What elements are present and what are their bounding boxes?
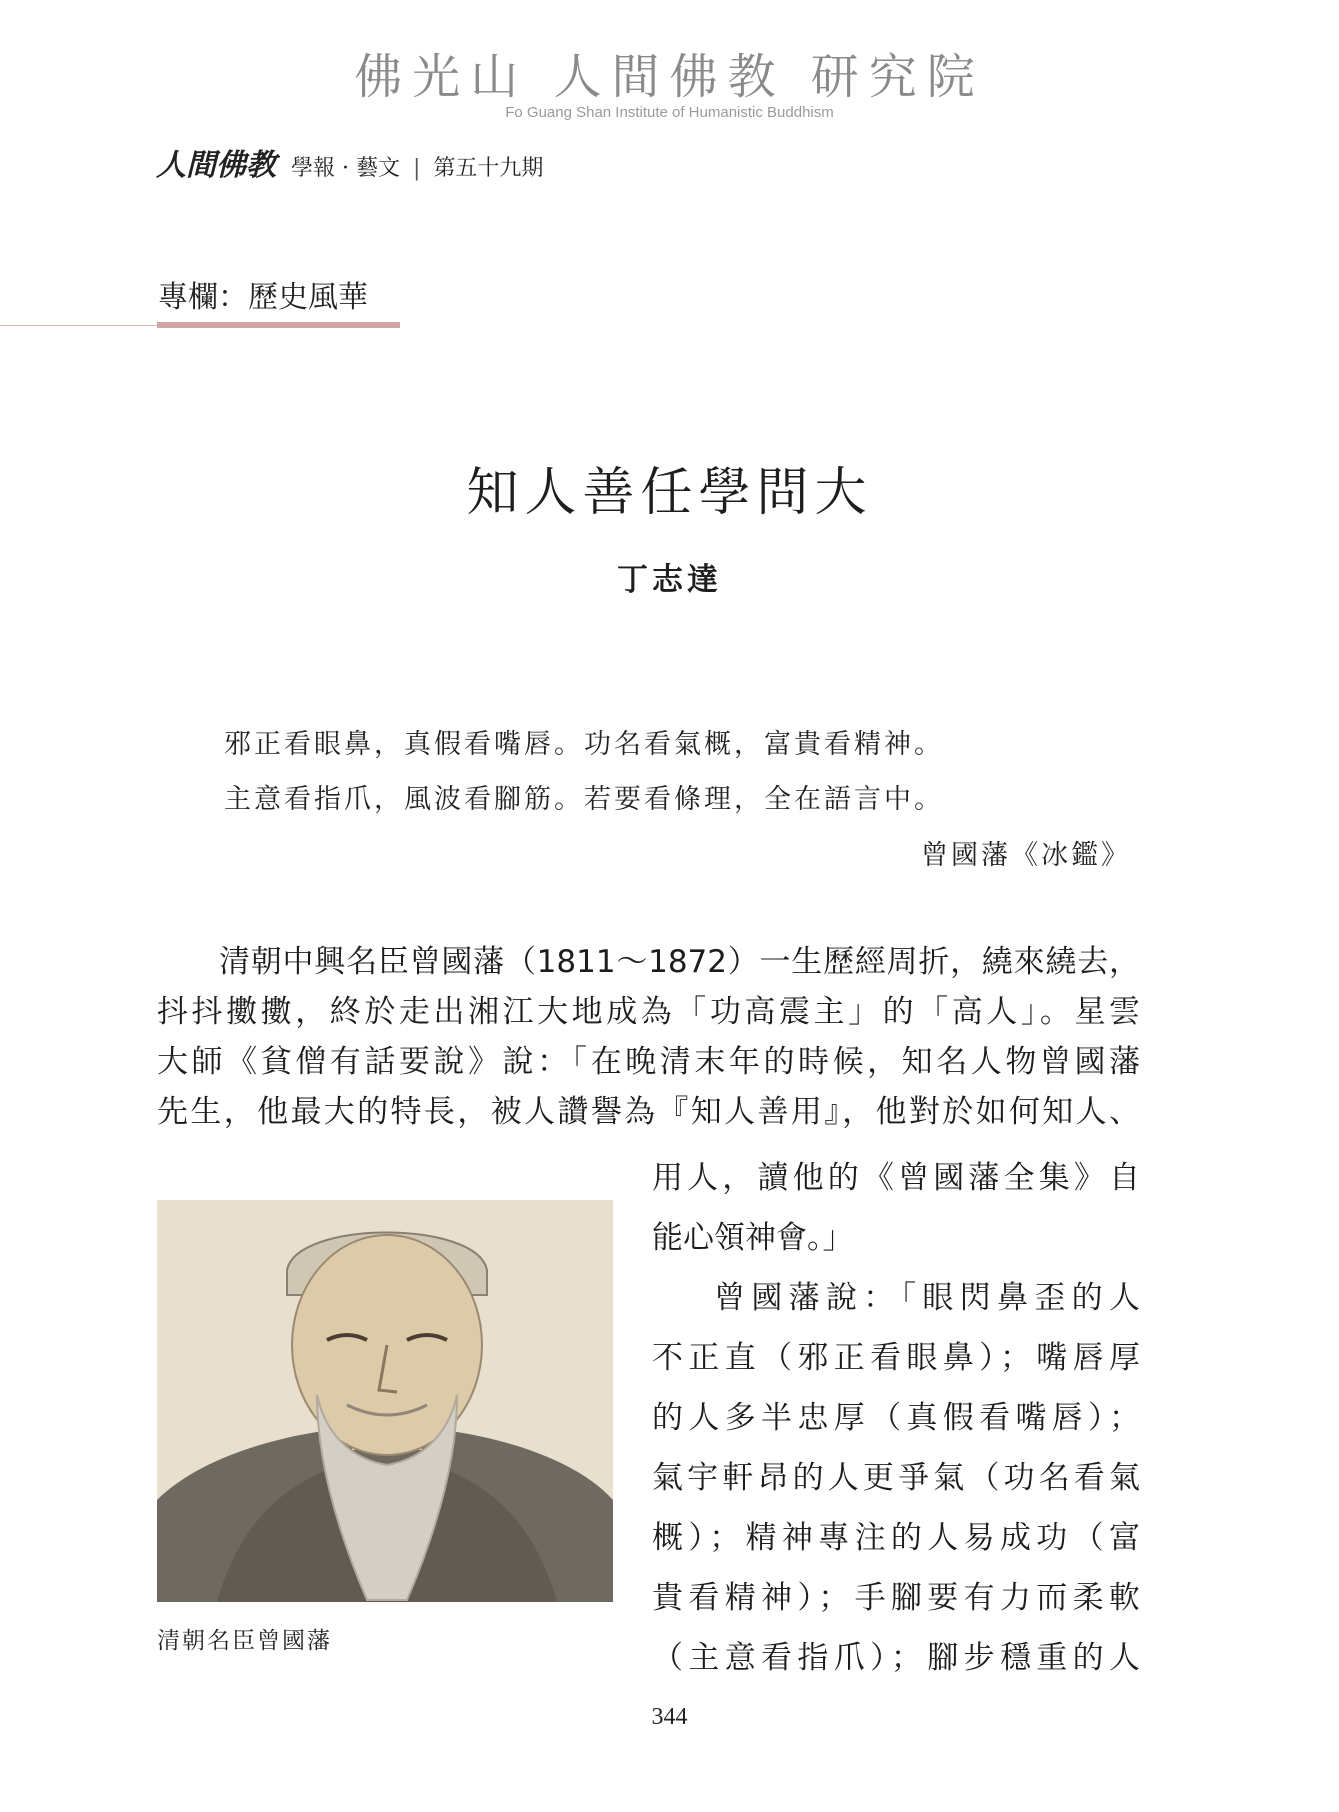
body-line: 大師《貧僧有話要說》說：「在晚清末年的時候，知名人物曾國藩 — [157, 1044, 1140, 1080]
body-line: 用人，讀他的《曾國藩全集》自 — [652, 1160, 1140, 1196]
epigraph-line: 邪正看眼鼻，真假看嘴唇。功名看氣概，富貴看精神。 — [224, 729, 944, 760]
body-line: （主意看指爪）；腳步穩重的人 — [652, 1640, 1140, 1676]
body-line: 氣宇軒昂的人更爭氣（功名看氣 — [652, 1460, 1140, 1496]
column-underline — [157, 322, 400, 328]
body-line: 清朝中興名臣曾國藩（1811～1872）一生歷經周折，繞來繞去， — [219, 944, 1140, 980]
page-number: 344 — [651, 1704, 688, 1730]
article-title: 知人善任學問大 — [466, 463, 873, 523]
column-label: 專欄：歷史風華 — [158, 280, 368, 315]
epigraph-source: 曾國藩《冰鑑》 — [921, 840, 1131, 871]
body-line: 能心領神會。」 — [652, 1220, 854, 1256]
journal-section: 學報 · 藝文 — [291, 156, 400, 181]
body-line: 不正直（邪正看眼鼻）；嘴唇厚 — [652, 1340, 1140, 1376]
body-line: 概）；精神專注的人易成功（富 — [652, 1520, 1140, 1556]
figure-caption: 清朝名臣曾國藩 — [157, 1628, 332, 1654]
epigraph-line: 主意看指爪，風波看腳筋。若要看條理，全在語言中。 — [224, 784, 944, 815]
body-line: 的人多半忠厚（真假看嘴唇）； — [652, 1400, 1140, 1436]
journal-logo: 人間佛教 — [156, 148, 276, 183]
body-line: 先生，他最大的特長，被人讚譽為『知人善用』，他對於如何知人、 — [157, 1094, 1140, 1130]
portrait-image — [157, 1200, 613, 1602]
journal-header — [156, 140, 543, 184]
institute-name: 佛光山 人間佛教 研究院 — [354, 49, 985, 105]
journal-issue: 第五十九期 — [433, 156, 544, 181]
body-line: 曾國藩說：「眼閃鼻歪的人 — [714, 1280, 1140, 1316]
body-line: 抖抖擻擻，終於走出湘江大地成為「功高震主」的「高人」。星雲 — [157, 994, 1140, 1030]
article-author: 丁志達 — [617, 562, 722, 598]
body-line: 貴看精神）；手腳要有力而柔軟 — [652, 1580, 1140, 1616]
header-divider: | — [412, 156, 421, 181]
institute-name-english: Fo Guang Shan Institute of Humanistic Buddhism — [505, 104, 834, 121]
